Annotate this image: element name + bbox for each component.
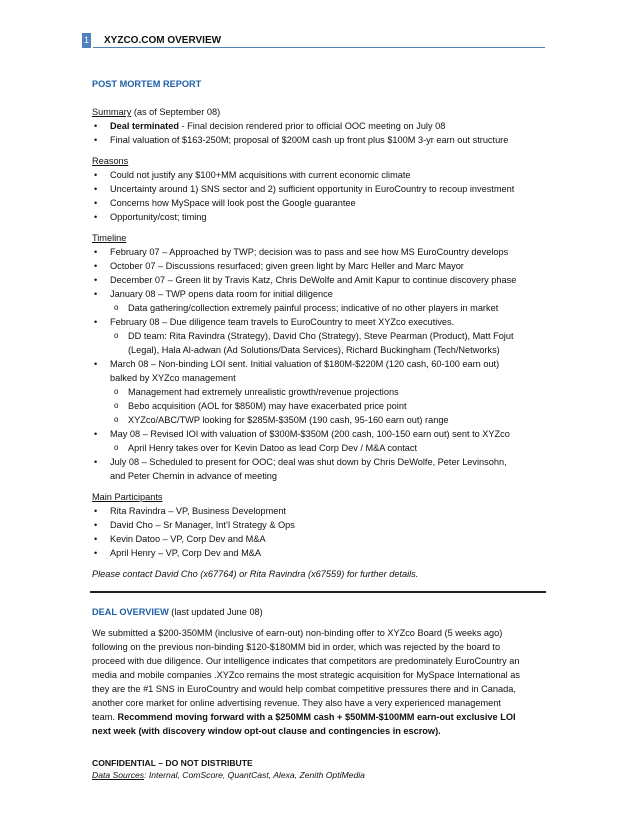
- participant-item: • April Henry – VP, Corp Dev and M&A: [92, 546, 524, 560]
- page-number-badge: 1: [82, 33, 91, 48]
- timeline-item-text: February 07 – Approached by TWP; decision was to pass and see how MS EuroCountry develops: [110, 247, 509, 257]
- section-divider: [90, 591, 546, 593]
- timeline-item-text: January 08 – TWP opens data room for initial diligence: [110, 289, 333, 299]
- timeline-item: [92, 245, 524, 259]
- summary-item-lead: Deal terminated: [110, 121, 179, 131]
- timeline-subitems-wrap: [92, 441, 524, 455]
- timeline-heading: Timeline: [92, 233, 127, 243]
- summary-heading-label: Summary: [92, 107, 132, 117]
- confidential-notice: CONFIDENTIAL – DO NOT DISTRIBUTE: [92, 758, 253, 768]
- timeline-item-text: October 07 – Discussions resurfaced; given green light by Marc Heller and Marc Mayor: [110, 261, 464, 271]
- timeline-item: [92, 315, 524, 329]
- deal-overview-heading: [92, 605, 524, 619]
- reasons-heading: Reasons: [92, 156, 129, 166]
- summary-heading-note: (as of September 08): [131, 107, 221, 117]
- timeline-item: [92, 259, 524, 273]
- timeline-item-text: July 08 – Scheduled to present for OOC; deal was shut down by Chris DeWolfe, Peter Levinsohn, and Peter Chernin in advance of meeting: [110, 457, 507, 481]
- timeline-subitem: o Data gathering/collection extremely painful process; indicative of no other players in market: [92, 301, 524, 315]
- timeline-item-text: May 08 – Revised IOI with valuation of $300M-$350M (200 cash, 100-150 earn out) sent to XYZco: [110, 429, 510, 439]
- deal-overview-title: DEAL OVERVIEW: [92, 607, 169, 617]
- deal-overview-note: (last updated June 08): [168, 607, 263, 617]
- timeline-item: [92, 427, 524, 441]
- timeline-subitem: o XYZco/ABC/TWP looking for $285M-$350M (190 cash, 95-160 earn out) range: [92, 413, 524, 427]
- summary-heading: [92, 105, 524, 119]
- timeline-subitems-wrap: [92, 329, 524, 357]
- deal-recommendation: Recommend moving forward with a $250MM cash + $50MM-$100MM earn-out exclusive LOI next week (with discovery window opt-out clause and contingencies in escrow).: [92, 712, 516, 736]
- summary-item-text: Final valuation of $163-250M; proposal of $200M cash up front plus $100M 3-yr earn out structure: [110, 135, 509, 145]
- data-sources-list: : Internal, ComScore, QuantCast, Alexa, Zenith OptiMedia: [144, 770, 365, 780]
- timeline-list: [92, 245, 524, 483]
- timeline-subitem: o DD team: Rita Ravindra (Strategy), David Cho (Strategy), Steve Pearman (Product), Matt Fojut (Legal), Hala Al-adwan (Ad Solutions/Data Services), Richard Buckingham (Tech/Networks): [92, 329, 524, 357]
- reason-item: • Opportunity/cost; timing: [92, 210, 524, 224]
- timeline-item: [92, 287, 524, 301]
- timeline-subitem: o Management had extremely unrealistic growth/revenue projections: [92, 385, 524, 399]
- post-mortem-title: POST MORTEM REPORT: [92, 79, 202, 89]
- reason-item: • Concerns how MySpace will look post the Google guarantee: [92, 196, 524, 210]
- deal-overview-body: We submitted a $200-350MM (inclusive of earn-out) non-binding offer to XYZco Board (5 weeks ago) following on the previous non-binding $120-$180MM bid in order, which was rejected by the board to proceed with due diligence. Our intelligence indicates that competitors are predominately EuroCountry an media and mobile companies .XYZco remains the most strategic acquisition for MySpace International as they are the #1 SNS in EuroCountry and would help combat competitive pressures there and in Canada, another core market for online advertising revenue. They also have a very experienced management team.: [92, 628, 520, 722]
- timeline-subitem: o April Henry takes over for Kevin Datoo as lead Corp Dev / M&A contact: [92, 441, 524, 455]
- timeline-item: [92, 455, 524, 483]
- summary-list: [92, 119, 524, 147]
- footer: [92, 757, 365, 781]
- deal-overview-paragraph: [92, 626, 524, 738]
- participant-item: • Kevin Datoo – VP, Corp Dev and M&A: [92, 532, 524, 546]
- data-sources-label: Data Sources: [92, 770, 145, 780]
- participant-item: • Rita Ravindra – VP, Business Development: [92, 504, 524, 518]
- timeline-item-text: March 08 – Non-binding LOI sent. Initial valuation of $180M-$220M (120 cash, 60-100 earn out) balked by XYZco management: [110, 359, 500, 383]
- timeline-subitems-wrap: [92, 385, 524, 427]
- header-rule: [93, 47, 545, 48]
- timeline-subitems: [92, 301, 524, 315]
- timeline-subitems: [92, 385, 524, 427]
- timeline-item-text: February 08 – Due diligence team travels to EuroCountry to meet XYZco executives.: [110, 317, 455, 327]
- summary-item: [92, 119, 524, 133]
- timeline-item: [92, 357, 524, 385]
- summary-item: [92, 133, 524, 147]
- timeline-item: [92, 273, 524, 287]
- summary-item-text: - Final decision rendered prior to official OOC meeting on July 08: [178, 121, 446, 131]
- reasons-list: [92, 168, 524, 224]
- timeline-subitem: o Bebo acquisition (AOL for $850M) may have exacerbated price point: [92, 399, 524, 413]
- document-body: [92, 77, 524, 738]
- participants-list: [92, 504, 524, 560]
- participants-heading: Main Participants: [92, 492, 163, 502]
- document-header-title: XYZCO.COM OVERVIEW: [104, 35, 222, 46]
- timeline-subitems: [92, 329, 524, 357]
- reason-item: • Uncertainty around 1) SNS sector and 2) sufficient opportunity in EuroCountry to recoup investment: [92, 182, 524, 196]
- participant-item: • David Cho – Sr Manager, Int’l Strategy & Ops: [92, 518, 524, 532]
- contact-note: Please contact David Cho (x67764) or Rita Ravindra (x67559) for further details.: [92, 569, 419, 579]
- timeline-subitems: [92, 441, 524, 455]
- timeline-subitems-wrap: [92, 301, 524, 315]
- data-sources: [92, 769, 365, 781]
- timeline-item-text: December 07 – Green lit by Travis Katz, Chris DeWolfe and Amit Kapur to continue discovery phase: [110, 275, 517, 285]
- reason-item: • Could not justify any $100+MM acquisitions with current economic climate: [92, 168, 524, 182]
